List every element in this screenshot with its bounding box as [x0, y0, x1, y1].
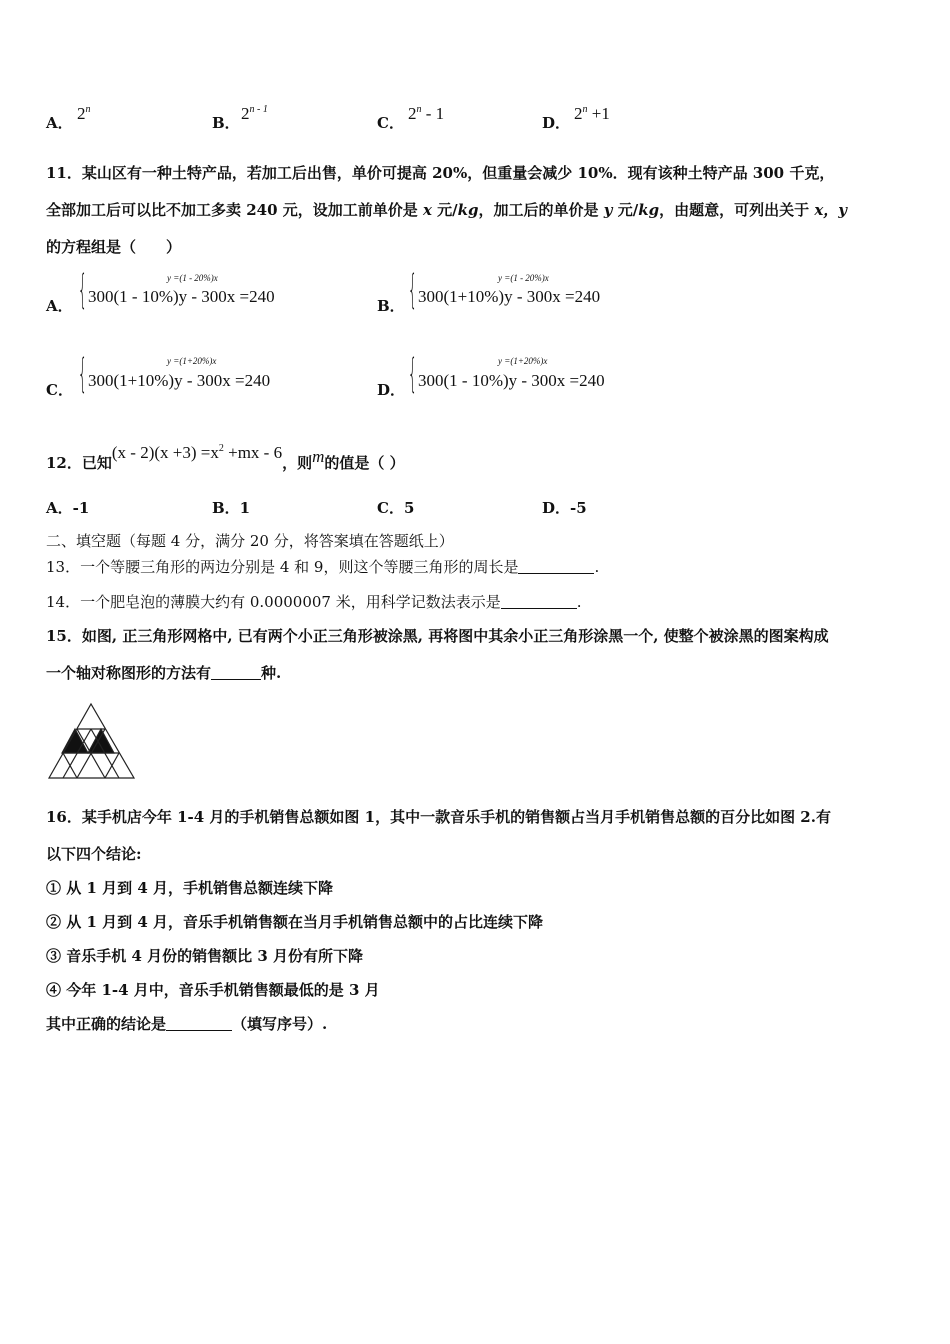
q12-option-c: C．5 — [377, 499, 415, 517]
q11-option-a-label: A． — [46, 297, 73, 315]
q11-option-d-brace: { — [408, 351, 417, 397]
q16-line1: 16．某手机店今年 1-4 月的手机销售总额如图 1，其中一款音乐手机的销售额占当月手机销售总额的百分比如图 2.有 — [46, 808, 831, 826]
q10-option-c-expr: 2$^n$ - 1 — [408, 104, 445, 123]
section-heading: 二、填空题（每题 4 分，满分 20 分，将答案填在答题纸上） — [46, 532, 454, 550]
q16-conclusion-2: ② 从 1 月到 4 月，音乐手机销售额在当月手机销售总额中的占比连续下降 — [46, 913, 543, 931]
q11-option-b-eq2: 300(1+10%)y - 300x =240 — [418, 287, 601, 306]
q12-option-a: A．-1 — [46, 499, 90, 517]
q10-option-c: C． — [377, 114, 404, 132]
q10-option-b: B． — [212, 114, 240, 132]
q11-option-a-eq2: 300(1 - 10%)y - 300x =240 — [88, 287, 275, 306]
triangle-grid-figure — [46, 700, 138, 782]
q10-option-d-expr: $2^n +1$ — [574, 104, 610, 123]
q11-option-d-eq1: y =(1+20%)x — [498, 356, 548, 366]
q11-option-b-eq1: y =(1 - 20%)x — [498, 273, 549, 283]
q11-line1: 11．某山区有一种土特产品，若加工后出售，单价可提高 20%，但重量会减少 10%．现有该种土特产品 300 千克， — [46, 164, 835, 182]
q11-option-b-label: B． — [377, 297, 405, 315]
q16-conclusion-3: ③ 音乐手机 4 月份的销售额比 3 月份有所下降 — [46, 947, 363, 965]
q11-option-a-brace: { — [78, 267, 87, 313]
q15-line2: 一个轴对称图形的方法有 种. — [46, 664, 282, 682]
q11-option-d-label-visible: D． — [377, 381, 406, 399]
q11-line3: 的方程组是（ ） — [46, 238, 182, 256]
q10-option-a-expr: 2$^n$ — [77, 104, 91, 123]
q13-answer-blank[interactable] — [518, 559, 594, 574]
q16-conclusion-4: ④ 今年 1-4 月中，音乐手机销售额最低的是 3 月 — [46, 981, 380, 999]
q16-conclusion-1: ① 从 1 月到 4 月，手机销售总额连续下降 — [46, 879, 333, 897]
q11-option-b-brace: { — [408, 267, 417, 313]
q15-answer-blank[interactable] — [211, 665, 261, 680]
q11-line2: 全部加工后可以比不加工多卖 240 元，设加工前单价是 x 元/kg，加工后的单价是 y 元/kg，由题意，可列出关于 x，y — [46, 201, 847, 219]
q13-stem: 13．一个等腰三角形的两边分别是 4 和 9，则这个等腰三角形的周长是 . — [46, 558, 600, 576]
q16-line2: 以下四个结论: — [46, 845, 142, 863]
q14-stem: 14．一个肥皂泡的薄膜大约有 0.0000007 米，用科学记数法表示是 . — [46, 593, 582, 611]
q12-option-b: B．1 — [212, 499, 251, 517]
q11-option-c-eq2: 300(1+10%)y - 300x =240 — [88, 371, 271, 390]
q11-option-a-eq1: y =(1 - 20%)x — [167, 273, 218, 283]
q15-line1: 15．如图, 正三角形网格中, 已有两个小正三角形被涂黑, 再将图中其余小正三角形涂黑一个, 使整个被涂黑的图案构成 — [46, 627, 829, 645]
q16-answer-line: 其中正确的结论是 （填写序号）. — [46, 1015, 328, 1033]
q11-option-c-eq1: y =(1+20%)x — [167, 356, 217, 366]
q10-option-b-expr: 2$^{n - 1}$ — [241, 104, 268, 123]
q10-option-d: D． — [542, 114, 571, 132]
q12-stem: 12．已知$(x - 2)(x +3) =x^2 +mx - 6$，则m的值是（ ） — [46, 443, 405, 472]
q14-answer-blank[interactable] — [501, 594, 577, 609]
shaded-triangle-right — [88, 729, 114, 753]
q10-option-a: A． — [46, 114, 73, 132]
q12-option-d: D．-5 — [542, 499, 587, 517]
outer-triangle — [49, 704, 134, 778]
q11-option-d-eq2: 300(1 - 10%)y - 300x =240 — [418, 371, 605, 390]
q16-answer-blank[interactable] — [166, 1016, 232, 1031]
q11-option-c-label: C． — [46, 381, 73, 399]
q11-option-c-brace: { — [78, 351, 87, 397]
